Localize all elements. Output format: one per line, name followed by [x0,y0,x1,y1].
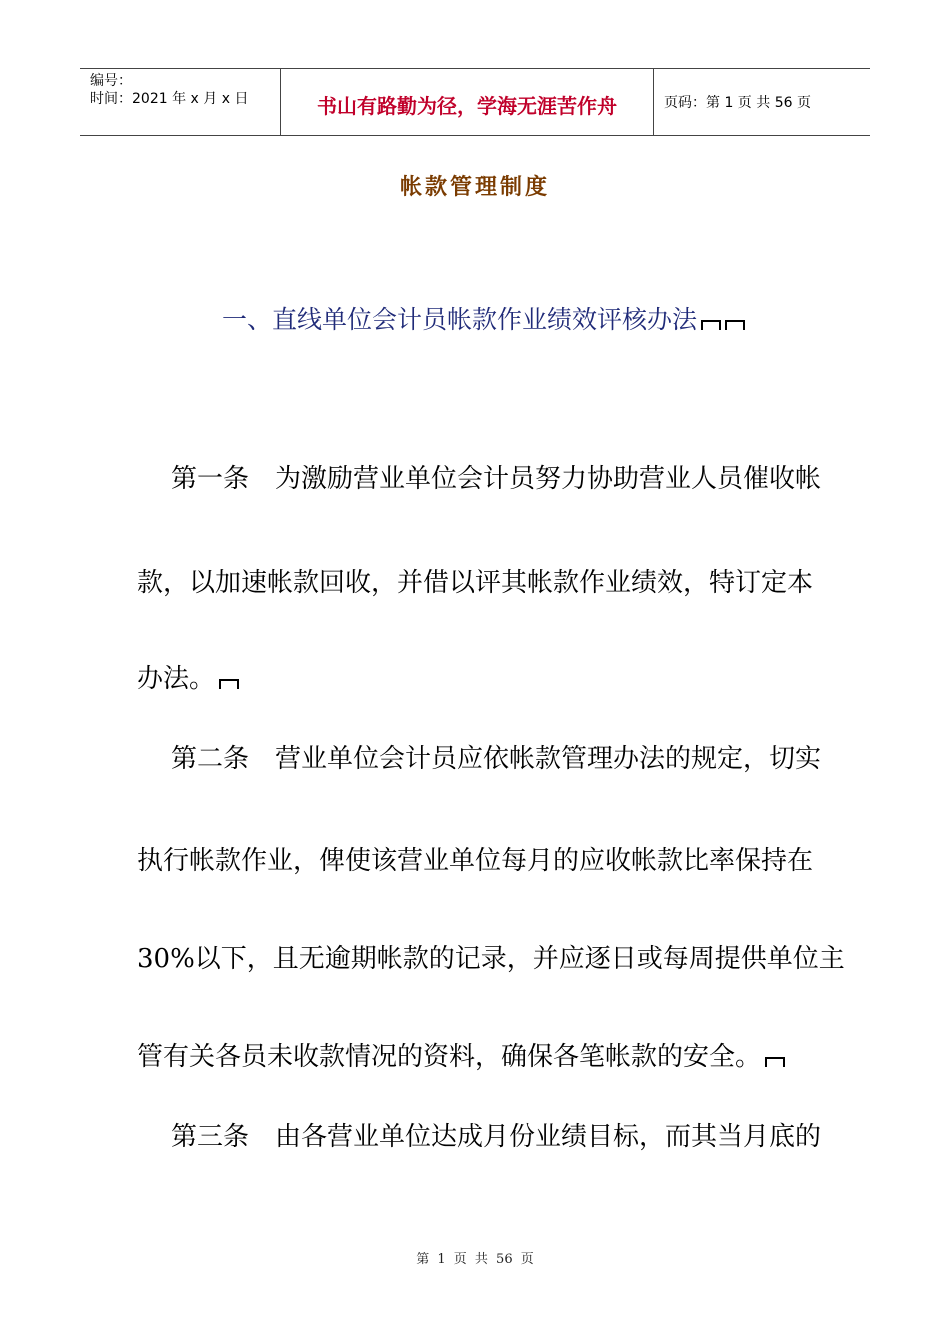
article-1-label: 第一条 [171,464,250,494]
section-heading [222,300,745,336]
number-label: 编号： [90,73,132,89]
article-2-line-2: 执行帐款作业，俾使该营业单位每月的应收帐款比率保持在 [137,846,814,876]
article-2-line-1: 第二条 营业单位会计员应依帐款管理办法的规定，切实 [171,744,822,774]
paragraph-mark-icon [219,679,239,689]
article-2-label: 第二条 [171,744,250,774]
header-meta [80,69,281,135]
paragraph-mark-icon [701,320,721,330]
article-2-line-4: 管有关各员未收款情况的资料，确保各笔帐款的安全。 [137,1036,785,1073]
article-1-line-3: 办法。 [137,658,239,695]
article-1-line-2: 款，以加速帐款回收，并借以评其帐款作业绩效，特订定本 [137,568,814,598]
paragraph-mark-icon [725,320,745,330]
page-footer: 第 1 页 共 56 页 [416,1252,534,1267]
document-header [80,68,870,136]
document-title: 帐款管理制度 [399,175,550,200]
section-heading-text: 一、直线单位会计员帐款作业绩效评核办法 [222,305,698,334]
header-motto: 书山有路勤为径，学海无涯苦作舟 [281,69,654,135]
article-3-line-1: 第三条 由各营业单位达成月份业绩目标，而其当月底的 [171,1122,822,1152]
article-3-label: 第三条 [171,1122,250,1152]
date-label: 时间：2021 年 x 月 x 日 [90,91,249,107]
article-2-line-3: 30%以下，且无逾期帐款的记录，并应逐日或每周提供单位主 [137,944,845,974]
paragraph-mark-icon [765,1057,785,1067]
header-page-info: 页码：第 1 页 共 56 页 [664,95,811,111]
article-1-line-1: 第一条 为激励营业单位会计员努力协助营业人员催收帐 [171,464,822,494]
